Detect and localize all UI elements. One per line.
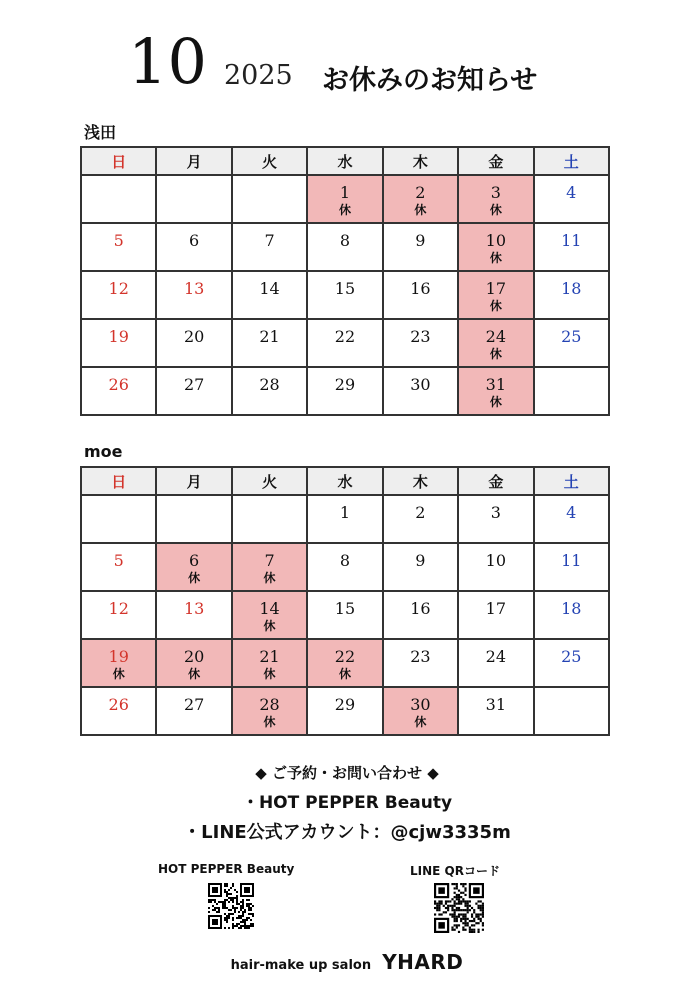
day-number: 28 (259, 695, 280, 714)
day-number: 13 (183, 279, 205, 298)
day-number: 5 (113, 551, 124, 570)
contact-hotpepper: ・HOT PEPPER Beauty (241, 793, 453, 813)
weekday-header-row (81, 147, 609, 175)
day-number: 22 (334, 327, 356, 346)
week-row (81, 639, 609, 687)
day-number: 27 (183, 375, 205, 394)
day-number: 25 (561, 647, 582, 666)
day-number: 21 (259, 647, 280, 666)
week-row (81, 319, 609, 367)
holiday-mark: 休 (338, 203, 351, 217)
day-cell (307, 367, 382, 415)
week-row (81, 687, 609, 735)
day-cell (156, 367, 231, 415)
day-cell (81, 223, 156, 271)
day-cell (534, 543, 609, 591)
day-cell (383, 687, 458, 735)
holiday-mark: 休 (112, 667, 125, 681)
weekday-thu: 木 (383, 147, 458, 175)
day-number: 24 (485, 647, 506, 666)
day-number: 15 (334, 599, 356, 618)
day-cell (307, 175, 382, 223)
day-number: 20 (183, 647, 205, 666)
contact-heading: ◆ ご予約・お問い合わせ ◆ (255, 764, 439, 782)
day-cell (81, 271, 156, 319)
day-cell (458, 223, 533, 271)
holiday-mark: 休 (489, 395, 502, 409)
week-row (81, 175, 609, 223)
day-cell (383, 367, 458, 415)
week-row (81, 495, 609, 543)
day-cell (458, 639, 533, 687)
empty-day-cell (156, 495, 231, 543)
day-number: 8 (339, 551, 351, 570)
day-cell (534, 175, 609, 223)
day-number: 20 (183, 327, 205, 346)
day-number: 4 (566, 183, 577, 202)
day-number: 19 (108, 327, 129, 346)
day-cell (383, 319, 458, 367)
day-cell (458, 495, 533, 543)
weekday-wed: 水 (307, 467, 382, 495)
month-number: 10 (128, 25, 207, 98)
day-cell (458, 367, 533, 415)
day-number: 18 (561, 279, 582, 298)
day-cell (156, 543, 231, 591)
weekday-header-row (81, 467, 609, 495)
day-number: 30 (410, 695, 431, 714)
day-cell (156, 271, 231, 319)
day-cell (458, 175, 533, 223)
empty-day-cell (156, 175, 231, 223)
day-number: 16 (410, 279, 431, 298)
holiday-mark: 休 (263, 619, 276, 633)
day-cell (81, 591, 156, 639)
day-cell (458, 271, 533, 319)
day-number: 23 (410, 647, 431, 666)
day-cell (232, 639, 307, 687)
day-cell (383, 223, 458, 271)
empty-day-cell (81, 175, 156, 223)
day-cell (307, 639, 382, 687)
day-cell (232, 367, 307, 415)
day-number: 1 (339, 503, 351, 522)
footer (0, 950, 694, 974)
day-cell (458, 319, 533, 367)
day-number: 14 (259, 599, 280, 618)
empty-day-cell (534, 367, 609, 415)
weekday-thu: 木 (383, 467, 458, 495)
day-cell (458, 687, 533, 735)
day-number: 19 (108, 647, 129, 666)
day-cell (81, 543, 156, 591)
weekday-mon: 月 (156, 467, 231, 495)
day-cell (232, 223, 307, 271)
hotpepper-qr-code[interactable] (208, 883, 254, 929)
holiday-mark: 休 (489, 347, 502, 361)
day-cell (383, 639, 458, 687)
day-cell (156, 223, 231, 271)
day-cell (232, 271, 307, 319)
day-cell (307, 687, 382, 735)
day-number: 7 (264, 231, 275, 250)
day-cell (81, 639, 156, 687)
day-cell (307, 319, 382, 367)
day-number: 30 (410, 375, 431, 394)
qr-label-hotpepper: HOT PEPPER Beauty (158, 862, 295, 876)
day-number: 29 (334, 375, 356, 394)
day-cell (534, 591, 609, 639)
day-number: 5 (113, 231, 124, 250)
line-qr-code[interactable] (434, 883, 484, 933)
week-row (81, 367, 609, 415)
day-cell (307, 223, 382, 271)
day-number: 6 (189, 231, 200, 250)
salon-tagline: hair-make up salon (230, 958, 372, 973)
calendar-label-moe: moe (84, 442, 123, 461)
day-number: 27 (183, 695, 205, 714)
day-cell (81, 319, 156, 367)
calendar-label-asada: 浅田 (84, 123, 117, 142)
week-row (81, 271, 609, 319)
day-cell (307, 543, 382, 591)
day-number: 29 (334, 695, 356, 714)
day-cell (383, 175, 458, 223)
day-number: 8 (339, 231, 351, 250)
day-cell (232, 591, 307, 639)
holiday-mark: 休 (414, 203, 427, 217)
day-cell (307, 271, 382, 319)
empty-day-cell (232, 175, 307, 223)
day-cell (534, 271, 609, 319)
day-cell (534, 495, 609, 543)
day-cell (156, 319, 231, 367)
weekday-tue: 火 (232, 147, 307, 175)
day-cell (383, 495, 458, 543)
day-number: 12 (108, 279, 129, 298)
day-number: 14 (259, 279, 280, 298)
day-number: 15 (334, 279, 356, 298)
day-number: 18 (561, 599, 582, 618)
calendar-asada (80, 146, 610, 416)
week-row (81, 591, 609, 639)
day-number: 3 (490, 503, 501, 522)
day-number: 31 (485, 375, 506, 394)
week-row (81, 223, 609, 271)
weekday-sun: 日 (81, 467, 156, 495)
day-cell (232, 319, 307, 367)
qr-label-line: LINE QRコード (410, 864, 500, 878)
day-cell (156, 687, 231, 735)
weekday-sat: 土 (534, 467, 609, 495)
day-number: 16 (410, 599, 431, 618)
day-number: 12 (108, 599, 129, 618)
day-number: 22 (334, 647, 356, 666)
day-number: 10 (485, 231, 506, 250)
day-cell (534, 319, 609, 367)
day-cell (232, 543, 307, 591)
weekday-sat: 土 (534, 147, 609, 175)
holiday-mark: 休 (414, 715, 427, 729)
weekday-mon: 月 (156, 147, 231, 175)
day-number: 2 (415, 183, 426, 202)
day-number: 31 (485, 695, 506, 714)
day-cell (458, 543, 533, 591)
day-number: 9 (415, 231, 426, 250)
weekday-tue: 火 (232, 467, 307, 495)
day-cell (81, 687, 156, 735)
day-cell (534, 223, 609, 271)
holiday-mark: 休 (489, 203, 502, 217)
day-cell (81, 367, 156, 415)
holiday-mark: 休 (188, 667, 201, 681)
day-number: 10 (485, 551, 506, 570)
day-number: 1 (339, 183, 351, 202)
day-number: 17 (485, 279, 506, 298)
salon-brand: YHARD (382, 950, 464, 974)
empty-day-cell (81, 495, 156, 543)
day-number: 26 (108, 375, 129, 394)
week-row (81, 543, 609, 591)
empty-day-cell (232, 495, 307, 543)
holiday-mark: 休 (263, 667, 276, 681)
day-number: 11 (561, 231, 582, 250)
day-cell (383, 543, 458, 591)
day-number: 26 (108, 695, 129, 714)
weekday-sun: 日 (81, 147, 156, 175)
day-cell (534, 639, 609, 687)
holiday-mark: 休 (188, 571, 201, 585)
day-number: 21 (259, 327, 280, 346)
day-number: 3 (490, 183, 501, 202)
day-cell (156, 591, 231, 639)
day-number: 24 (485, 327, 506, 346)
holiday-mark: 休 (263, 715, 276, 729)
day-number: 28 (259, 375, 280, 394)
day-cell (307, 495, 382, 543)
day-number: 11 (561, 551, 582, 570)
year: 2025 (224, 60, 293, 91)
page-header (0, 22, 694, 102)
holiday-mark: 休 (489, 299, 502, 313)
day-number: 25 (561, 327, 582, 346)
page-title: お休みのお知らせ (322, 65, 538, 96)
day-number: 6 (189, 551, 200, 570)
weekday-fri: 金 (458, 467, 533, 495)
day-number: 7 (264, 551, 275, 570)
weekday-wed: 水 (307, 147, 382, 175)
day-number: 9 (415, 551, 426, 570)
holiday-mark: 休 (338, 667, 351, 681)
day-number: 23 (410, 327, 431, 346)
contact-line: ・LINE公式アカウント：@cjw3335m (183, 822, 511, 843)
day-number: 2 (415, 503, 426, 522)
day-cell (383, 591, 458, 639)
day-cell (383, 271, 458, 319)
day-number: 17 (485, 599, 506, 618)
holiday-mark: 休 (489, 251, 502, 265)
empty-day-cell (534, 687, 609, 735)
calendar-moe (80, 466, 610, 736)
day-number: 13 (183, 599, 205, 618)
day-cell (458, 591, 533, 639)
day-cell (307, 591, 382, 639)
weekday-fri: 金 (458, 147, 533, 175)
day-number: 4 (566, 503, 577, 522)
day-cell (156, 639, 231, 687)
day-cell (232, 687, 307, 735)
holiday-mark: 休 (263, 571, 276, 585)
